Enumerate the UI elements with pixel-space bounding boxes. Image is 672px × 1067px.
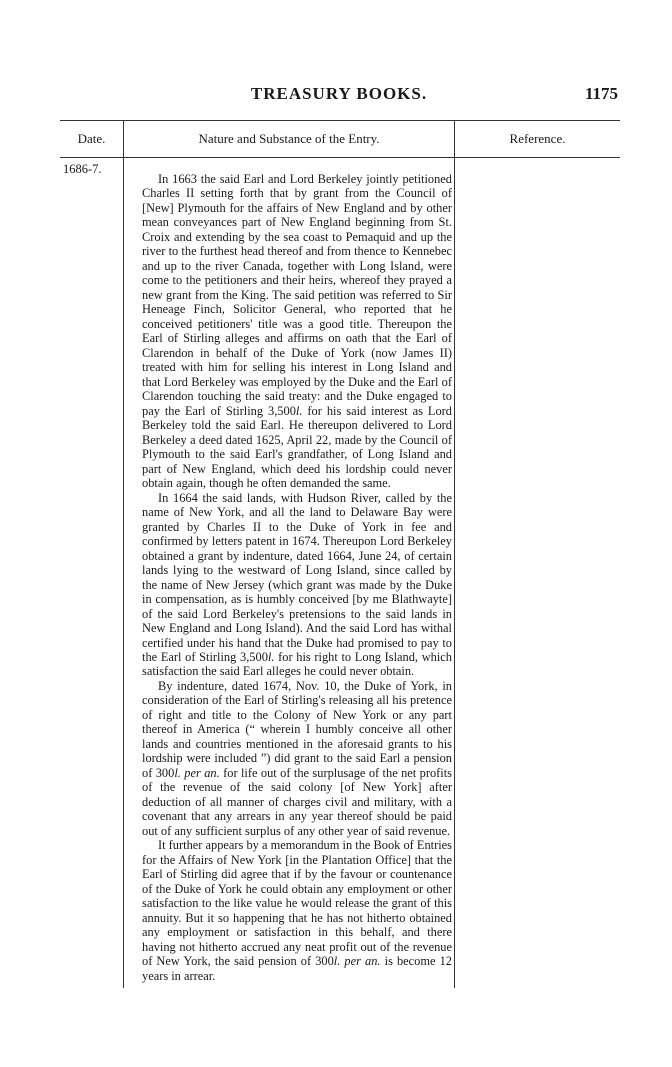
entry-paragraph: In 1663 the said Earl and Lord Berkeley jointly petitioned Charles II setting forth that by grant from the Council of [New] Plymouth for the affairs of New England and by other mean conveyances part of New England beginning from St. Croix and extending by the sea coast to Pemaquid and up the river to the furthest head thereof and from thence to Kennebec and up to the river Canada, together with Long Island, were come to the petitioners and their heirs, whereof they prayed a new grant from the King. The said petition was referred to Sir Heneage Finch, Solicitor General, who reported that he conceived petitioners' title was a good title. Thereupon the Earl of Stirling alleges and affirms on oath that the Earl of Clarendon in behalf of the Duke of York (now James II) treated with him for selling his interest in Long Island and that Lord Berkeley was employed by the Duke and the Earl of Clarendon touching the said treaty: and the Duke engaged to pay the Earl of Stirling 3,500l. for his said interest as Lord Berkeley told the said Earl. He thereupon delivered to Lord Berkeley a deed dated 1625, April 22, made by the Council of Plymouth to the said Earl's grandfather, of Long Island and part of New England, which deed his lordship could never obtain again, though he often demanded the same. [142,172,452,491]
column-header-nature: Nature and Substance of the Entry. [198,131,380,146]
page-number: 1175 [584,84,618,103]
entry-body [142,172,452,983]
entry-paragraph: In 1664 the said lands, with Hudson River, called by the name of New York, and all the land to Delaware Bay were granted by Charles II to the Duke of York in fee and confirmed by letters patent in 1674. Thereupon Lord Berkeley obtained a grant by indenture, dated 1664, June 24, of certain lands lying to the westward of Long Island, since called by the name of New Jersey (which grant was made by the Duke in compensation, as is humbly conceived [by me Blathwayte] of the said Lord Berkeley's pretensions to the said lands in New England and Long Island). And the said Lord has withal certified under his hand that the Duke had promised to pay to the Earl of Stirling 3,500l. for his right to Long Island, which satisfaction the said Earl alleges he could never obtain. [142,490,452,679]
table-header-rule [60,157,620,158]
table-top-rule [60,120,620,121]
entry-paragraph: By indenture, dated 1674, Nov. 10, the Duke of York, in consideration of the Earl of Stirling's releasing all his pretence of right and title to the Colony of New York or any part thereof in America (“ wherein I humbly conceive all other lands and countries mentioned in the aforesaid grants to his lordship were included ”) did grant to the said Earl a pension of 300l. per an. for life out of the surplusage of the net profits of the revenue of the said colony [of New York] after deduction of all manner of charges civil and military, with a covenant that any arrears in any year thereof should be paid out of any sufficient surplus of any other year of said revenue. [142,678,452,838]
running-title: TREASURY BOOKS. [250,84,428,103]
entry-date: 1686-7. [63,162,102,176]
column-divider-date-body [123,158,124,988]
column-header-date: Date. [77,131,106,146]
running-head [60,84,618,110]
column-header-reference: Reference. [509,131,566,146]
entry-paragraph: It further appears by a memorandum in the Book of Entries for the Affairs of New York [in the Plantation Office] that the Earl of Stirling did agree that if by the favour or countenance of the Duke of York he could obtain any employment or other satisfaction to the like value he would release the grant of this annuity. But it so happening that he has not hitherto obtained any employment or satisfaction in this behalf, and there having not hitherto accrued any neat profit out of the revenue of New York, the said pension of 300l. per an. is become 12 years in arrear. [142,838,452,983]
column-divider-reference-body [454,158,455,988]
